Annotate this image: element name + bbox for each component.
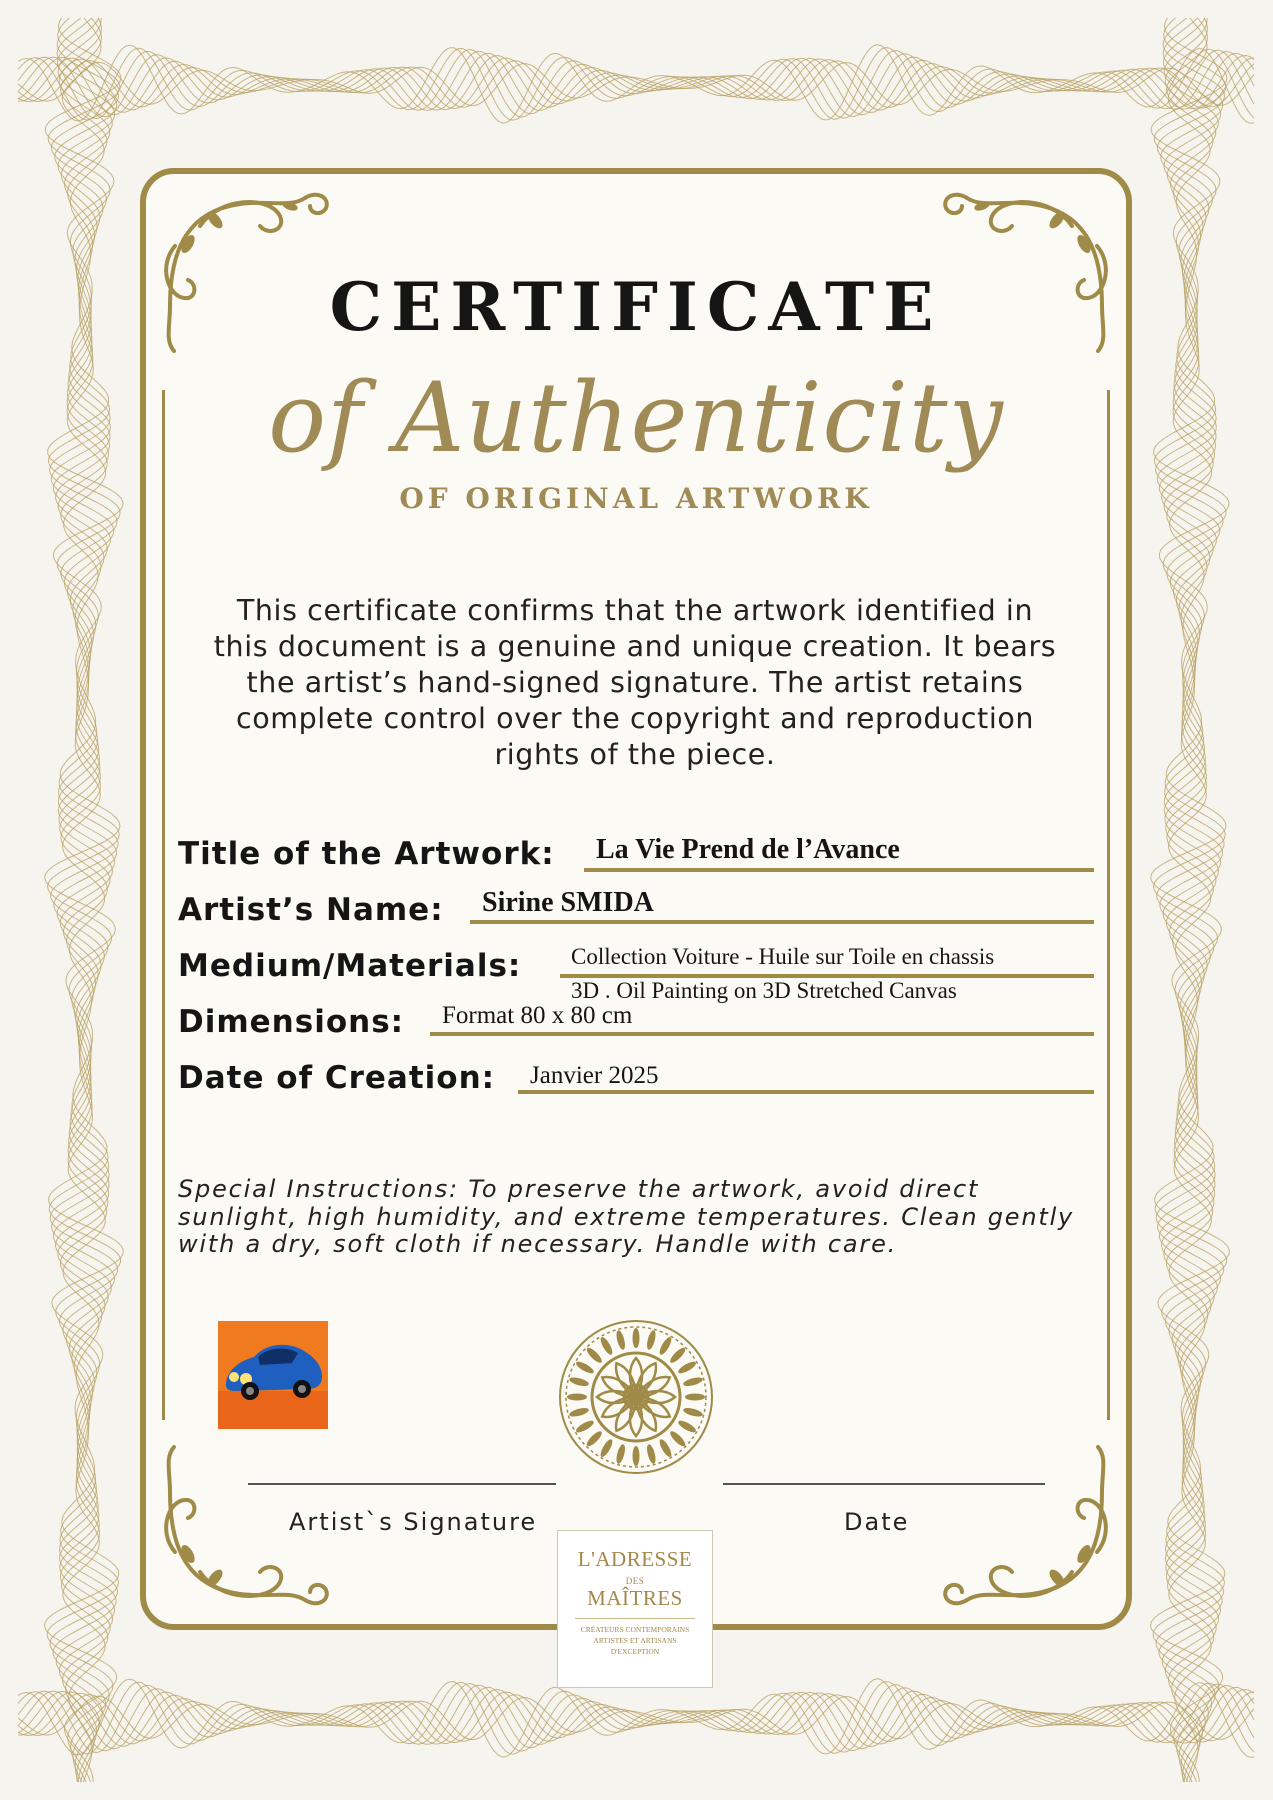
inner-rule-left [162, 390, 165, 1420]
certificate-title: CERTIFICATE [329, 268, 943, 346]
inner-rule-right [1107, 390, 1110, 1420]
medium-value-line1[interactable]: Collection Voiture - Huile sur Toile en chassis [571, 944, 995, 969]
gallery-logo [557, 1530, 713, 1688]
intro-line: complete control over the copyright and reproduction [235, 702, 1035, 735]
flourish-corner-icon [922, 1422, 1112, 1612]
intro-line: this document is a genuine and unique creation. It bears [213, 630, 1057, 663]
date-label: Date of Creation: [178, 1060, 496, 1096]
logo-tagline: ARTISTES ET ARTISANS [593, 1636, 677, 1645]
artwork-thumbnail[interactable] [218, 1321, 328, 1429]
medium-label: Medium/Materials: [178, 948, 522, 984]
date-value[interactable]: Janvier 2025 [530, 1062, 659, 1089]
artist-underline [470, 920, 1094, 924]
logo-tagline: D'EXCEPTION [610, 1647, 660, 1656]
logo-line1: L'ADRESSE [577, 1547, 693, 1571]
intro-line: This certificate confirms that the artwork identified in [236, 594, 1034, 627]
instructions-line: Special Instructions: To preserve the artwork, avoid direct [178, 1175, 980, 1203]
blue-car-painting-icon [218, 1321, 328, 1429]
medium-value-line2[interactable]: 3D . Oil Painting on 3D Stretched Canvas [571, 978, 957, 1003]
logo-line3: MAÎTRES [587, 1586, 683, 1610]
logo-line2: DES [625, 1576, 645, 1586]
artist-signature-label: Artist`s Signature [289, 1508, 538, 1536]
logo-divider [575, 1618, 695, 1619]
intro-paragraph [185, 593, 1085, 773]
artist-label: Artist’s Name: [178, 892, 444, 928]
date-signature-line[interactable] [723, 1483, 1045, 1485]
mandala-seal-icon [557, 1318, 715, 1476]
title-underline [584, 868, 1094, 872]
special-instructions [178, 1176, 1098, 1259]
title-label: Title of the Artwork: [178, 836, 555, 872]
instructions-line: with a dry, soft cloth if necessary. Handle with care. [178, 1230, 898, 1258]
dimensions-underline [430, 1032, 1094, 1036]
date-signature-label: Date [844, 1508, 910, 1536]
dimensions-label: Dimensions: [178, 1004, 405, 1040]
title-value[interactable]: La Vie Prend de l’Avance [596, 834, 900, 865]
artist-value[interactable]: Sirine SMIDA [482, 887, 654, 918]
dimensions-value[interactable]: Format 80 x 80 cm [442, 1002, 633, 1029]
intro-line: rights of the piece. [494, 738, 776, 771]
logo-tagline: CRÉATEURS CONTEMPORAINS [580, 1625, 690, 1634]
date-underline [518, 1090, 1094, 1094]
certificate-subtitle: OF ORIGINAL ARTWORK [399, 482, 873, 515]
instructions-line: sunlight, high humidity, and extreme temperatures. Clean gently [178, 1202, 1075, 1231]
artist-signature-line[interactable] [248, 1483, 556, 1485]
intro-line: the artist’s hand-signed signature. The artist retains [246, 666, 1024, 699]
certificate-script-title: of Authenticity [268, 362, 1004, 474]
